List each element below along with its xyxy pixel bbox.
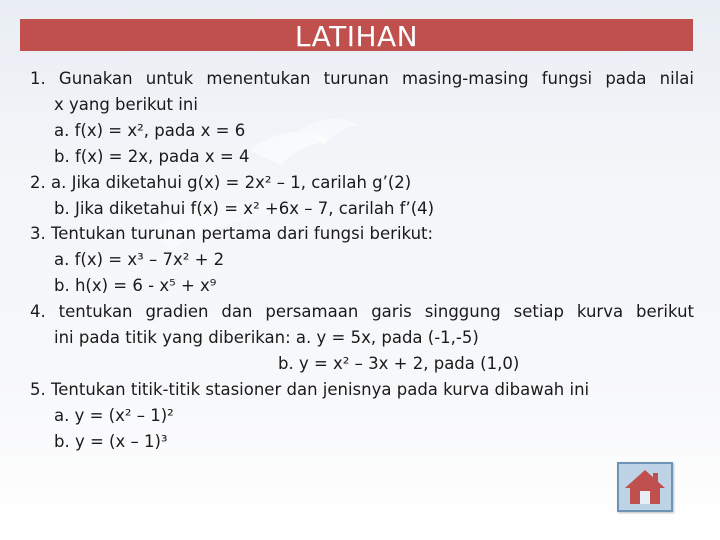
exercise-5b: b. y = (x – 1)³ (54, 431, 168, 451)
exercise-list (30, 66, 694, 455)
exercise-3b: b. h(x) = 6 - x⁵ + x⁹ (54, 276, 217, 296)
exercise-4-line: 4. tentukan gradien dan persamaan garis singgung setiap kurva berikut (30, 302, 694, 322)
exercise-4a: ini pada titik yang diberikan: a. y = 5x, pada (-1,-5) (54, 328, 479, 348)
exercise-1b: b. f(x) = 2x, pada x = 4 (54, 146, 250, 166)
home-button[interactable] (617, 462, 673, 512)
exercise-1-line: 1. Gunakan untuk menentukan turunan masing-masing fungsi pada nilai (30, 69, 694, 88)
exercise-2a: 2. a. Jika diketahui g(x) = 2x² – 1, carilah g’(2) (30, 172, 412, 192)
exercise-5a: a. y = (x² – 1)² (54, 405, 174, 425)
exercise-2b: b. Jika diketahui f(x) = x² +6x – 7, carilah f’(4) (54, 198, 435, 218)
exercise-1a: a. f(x) = x², pada x = 6 (54, 120, 246, 140)
exercise-5: 5. Tentukan titik-titik stasioner dan jenisnya pada kurva dibawah ini (30, 379, 590, 399)
home-icon (619, 464, 671, 510)
exercise-3a: a. f(x) = x³ – 7x² + 2 (54, 250, 225, 270)
exercise-3: 3. Tentukan turunan pertama dari fungsi berikut: (30, 224, 434, 244)
slide-title: LATIHAN (294, 20, 419, 53)
exercise-4b: b. y = x² – 3x + 2, pada (1,0) (278, 353, 520, 373)
exercise-1-line: x yang berikut ini (54, 94, 198, 114)
